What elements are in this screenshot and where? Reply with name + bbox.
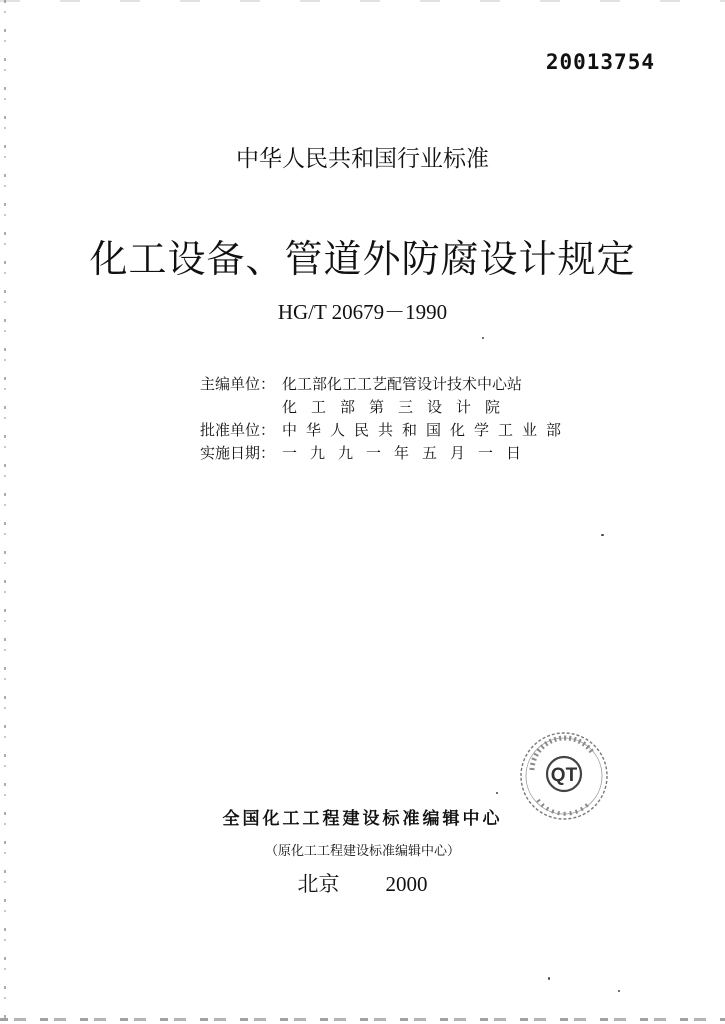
approver-label: 批准单位： xyxy=(200,421,276,439)
place-year xyxy=(0,868,725,898)
document-number: 20013754 xyxy=(545,50,655,74)
scan-speck xyxy=(496,792,498,794)
scan-speck xyxy=(618,990,620,992)
page-title: 化工设备、管道外防腐设计规定 xyxy=(89,237,636,281)
info-row-effective-date xyxy=(200,441,570,464)
approver-unit: 中华人民共和国化学工业部 xyxy=(282,421,571,439)
chief-editor-unit-1: 化工部化工工艺配管设计技术中心站 xyxy=(282,375,523,393)
standard-code: HG/T 20679－1990 xyxy=(277,300,448,324)
stamp-text: QT xyxy=(550,765,578,786)
info-row-chief-editor xyxy=(200,372,570,395)
publisher-former-name: （原化工工程建设标准编辑中心） xyxy=(264,844,460,859)
publication-place: 北京 xyxy=(297,872,340,896)
scan-speck xyxy=(601,534,604,536)
scan-speck xyxy=(548,977,550,980)
standard-category: 中华人民共和国行业标准 xyxy=(236,146,489,172)
scan-edge-artifact xyxy=(0,0,725,2)
info-row-approver xyxy=(200,418,570,441)
chief-editor-label: 主编单位： xyxy=(200,375,276,393)
info-row-chief-editor-2 xyxy=(200,395,570,418)
effective-date-label: 实施日期： xyxy=(200,444,276,462)
info-table xyxy=(200,372,570,464)
chief-editor-unit-2: 化工部第三设计院 xyxy=(282,398,515,416)
scan-speck xyxy=(482,337,484,339)
publisher: 全国化工工程建设标准编辑中心 xyxy=(222,809,503,829)
publication-year: 2000 xyxy=(385,872,428,896)
effective-date: 一九九一年五月一日 xyxy=(282,444,535,462)
scan-edge-artifact xyxy=(0,1018,725,1021)
